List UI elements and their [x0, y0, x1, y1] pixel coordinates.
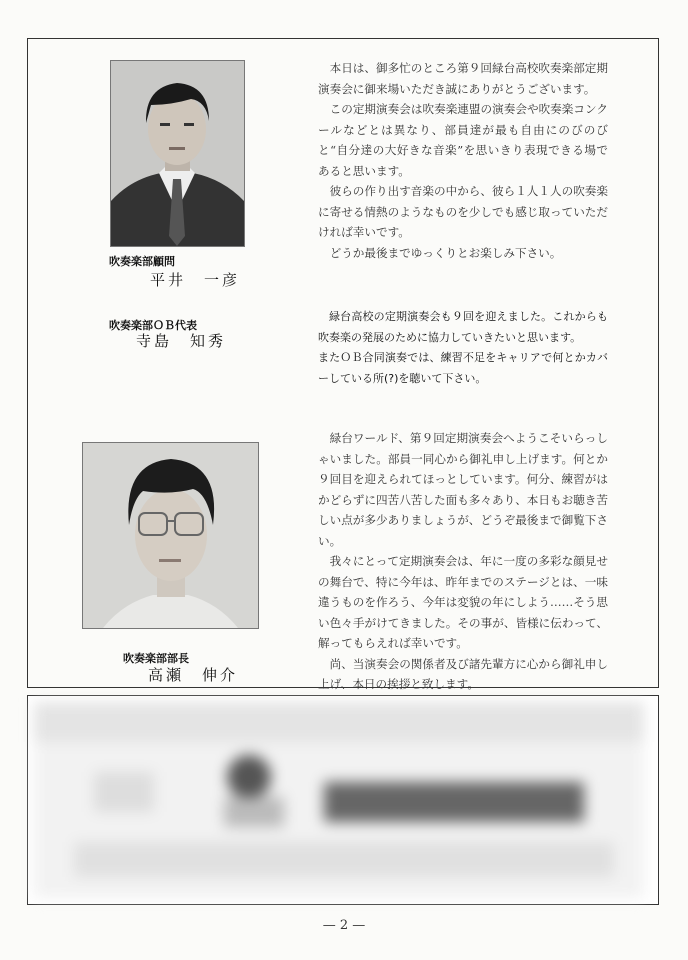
captain-paragraph: 我々にとって定期演奏会は、年に一度の多彩な顔見せの舞台で、特に今年は、昨年までのステージとは、一味違うものを作ろう、今年は変貌の年にしよう……そう思い色々手がけてきました。その事が、皆様に伝わって、解ってもらえれば幸いです。 [318, 554, 608, 650]
ob-name: 寺島 知秀 [136, 332, 227, 350]
advisor-paragraph: どうか最後までゆっくりとお楽しみ下さい。 [329, 245, 562, 260]
advisor-paragraph: 彼らの作り出す音楽の中から、彼ら１人１人の吹奏楽に寄せる情熱のようなものを少しでも感じ取っていただければ幸いです。 [318, 184, 608, 239]
blurred-content [34, 702, 644, 898]
advisor-paragraph: この定期演奏会は吹奏楽連盟の演奏会や吹奏楽コンクールなどとは異なり、部員達が最も自由にのびのびと“自分達の大好きな音楽”を思いきり表現できる場であると思います。 [318, 102, 608, 178]
advisor-paragraph: 本日は、御多忙のところ第９回緑台高校吹奏楽部定期演奏会に御来場いただき誠にありがとうございます。 [318, 61, 608, 96]
advisor-role: 吹奏楽部顧問 [109, 255, 175, 268]
page-number: — 2 — [322, 918, 366, 933]
ob-role: 吹奏楽部ＯＢ代表 [109, 319, 197, 332]
advisor-name: 平井 一彦 [150, 271, 241, 289]
advisor-photo [110, 60, 245, 247]
captain-paragraph: 緑台ワールド、第９回定期演奏会へようこそいらっしゃいました。部員一同心から御礼申し上げます。何とか９回目を迎えられてほっとしています。何分、練習がはかどらずに四苦八苦した面も多々あり、本日もお聴き苦しい点が多少ありましょうが、どうぞ最後まで御覧下さい。 [318, 431, 608, 548]
ob-message [318, 307, 608, 389]
captain-message [318, 428, 608, 695]
ob-paragraph: またＯＢ合同演奏では、練習不足をキャリアで何とかカバーしている所(?)を聴いて下さい。 [318, 351, 608, 385]
ob-paragraph: 緑台高校の定期演奏会も９回を迎えました。これからも吹奏楽の発展のために協力していきたいと思います。 [318, 310, 608, 344]
captain-role: 吹奏楽部部長 [123, 652, 189, 665]
advisor-message [318, 58, 608, 263]
captain-name: 高瀬 伸介 [148, 666, 239, 684]
captain-paragraph: 尚、当演奏会の関係者及び諸先輩方に心から御礼申し上げ、本日の挨拶と致します。 [318, 656, 608, 691]
captain-photo [82, 442, 259, 629]
